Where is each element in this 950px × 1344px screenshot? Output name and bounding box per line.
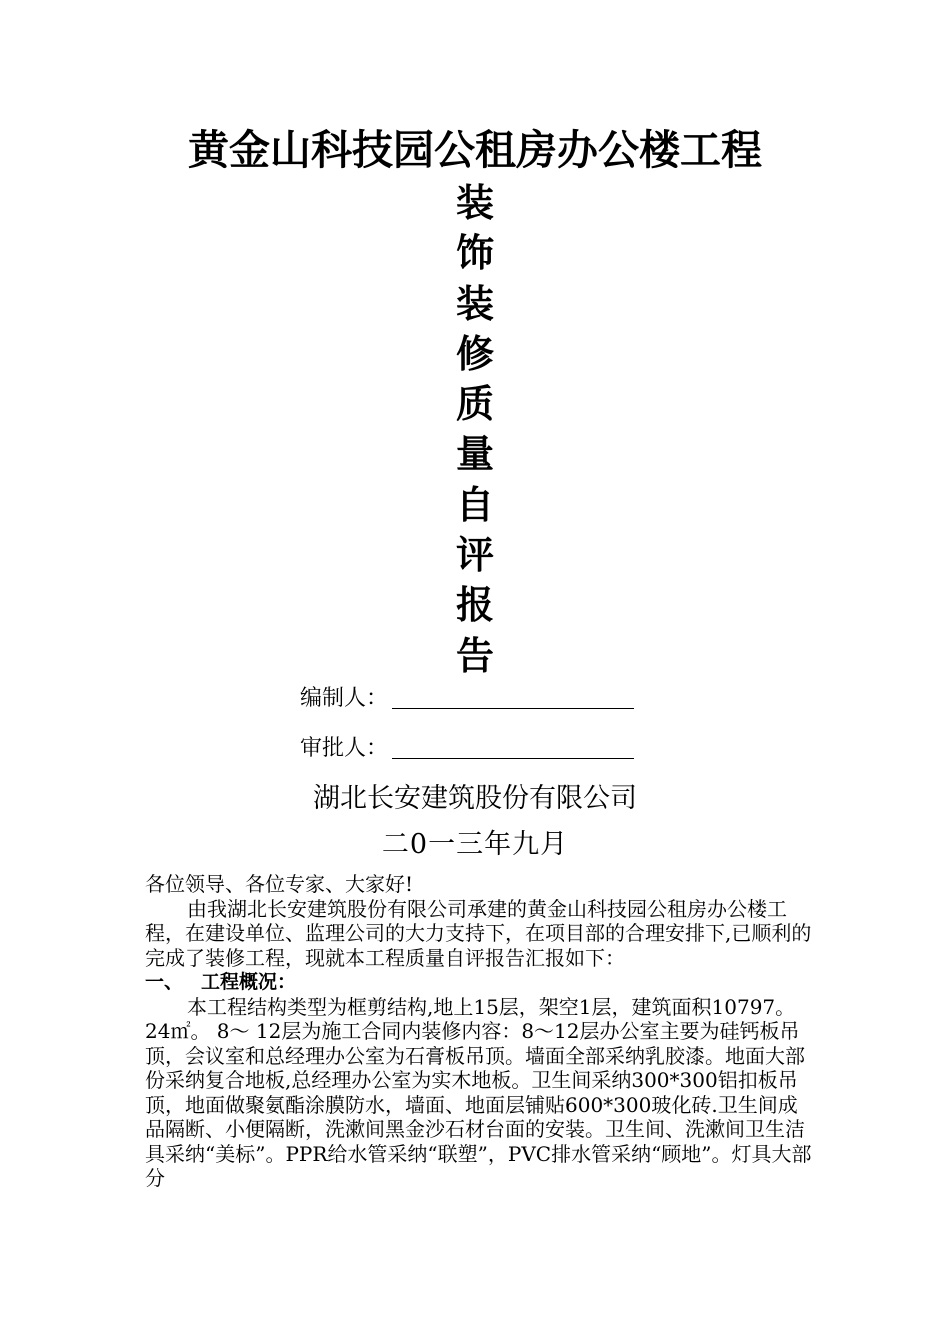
author-signature-line [392,708,634,709]
vertical-title-char: 质 [455,382,494,427]
approver-label: 审批人： [300,736,389,761]
vertical-title-char: 评 [455,533,494,578]
author-label: 编制人： [300,686,389,711]
greeting: 各位领导、各位专家、大家好! [145,872,414,896]
intro-paragraph: 由我湖北长安建筑股份有限公司承建的黄金山科技园公租房办公楼工程，在建设单位、监理公司的大力支持下，在项目部的合理安排下,已顺利的完成了装修工程，现就本工程质量自评报告汇报如下： [145,896,812,970]
report-date: 二0一三年九月 [381,829,569,860]
vertical-title-char: 量 [455,432,494,477]
company-name: 湖北长安建筑股份有限公司 [313,783,637,814]
author-signature-row [300,684,634,714]
vertical-title-char: 装 [455,281,494,326]
vertical-subtitle [0,178,950,681]
section-number: 一、 [145,971,184,993]
approver-signature-row [300,734,634,764]
approver-signature-line [392,758,634,759]
vertical-title-char: 自 [455,482,494,527]
report-body [145,872,815,1191]
vertical-title-char: 装 [455,181,494,225]
section-paragraph: 本工程结构类型为框剪结构,地上15层，架空1层，建筑面积10797。24㎡。 8～ 12层为施工合同内装修内容：8～12层办公室主要为硅钙板吊顶，会议室和总经理办公室为石膏板吊顶。墙面全部采纳乳胶漆。地面大部份采纳复合地板,总经理办公室为实木地板。卫生间采纳300*300铝扣板吊顶，地面做聚氨酯涂膜防水，墙面、地面层铺贴600*300玻化砖.卫生间成品隔断、小便隔断，洗漱间黑金沙石材台面的安装。卫生间、洗漱间卫生洁具采纳“美标”。PPR给水管采纳“联塑”，PVC排水管采纳“顾地”。灯具大部分 [145,994,812,1190]
vertical-title-char: 饰 [455,231,494,276]
vertical-title-char: 修 [455,331,494,376]
vertical-title-char: 报 [455,583,494,628]
section-title: 工程概况： [201,971,297,993]
section-heading [145,970,815,995]
document-title: 黄金山科技园公租房办公楼工程 [188,126,762,174]
vertical-title-char: 告 [455,633,494,678]
